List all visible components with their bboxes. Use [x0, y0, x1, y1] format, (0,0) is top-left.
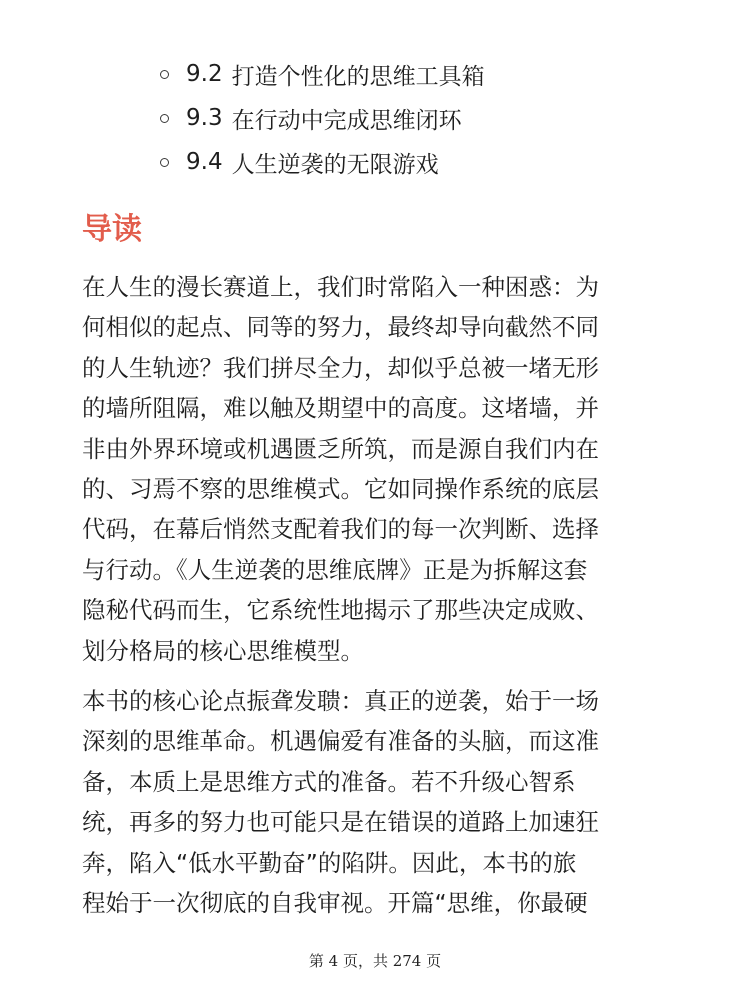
toc-item-title: 人生逆袭的无限游戏: [231, 151, 439, 178]
section-title: 导读: [82, 212, 142, 247]
toc-item[interactable]: [160, 140, 485, 184]
circle-bullet-icon: [160, 70, 169, 79]
toc-item[interactable]: [160, 52, 485, 96]
page-number-footer: 第 4 页，共 274 页: [308, 952, 442, 970]
toc-item-title: 打造个性化的思维工具箱: [231, 63, 485, 90]
toc-item-number: 9.3: [186, 105, 223, 131]
circle-bullet-icon: [160, 114, 169, 123]
toc-item-number: 9.4: [186, 149, 223, 175]
toc-item-title: 在行动中完成思维闭环: [231, 107, 462, 134]
body-paragraph: 在人生的漫长赛道上，我们时常陷入一种困惑：为 何相似的起点、同等的努力，最终却导向截然不同 的人生轨迹？我们拼尽全力，却似乎总被一堵无形 的墙所阻隔，难以触及期望中的高度。这堵墙，并 非由外界环境或机遇匮乏所筑，而是源自我们内在 的、习焉不察的思维模式。它如同操作系统的底层 代码，在幕后悄然支配着我们的每一次判断、选择 与行动。《人生逆袭的思维底牌》正是为拆解这套 隐秘代码而生，它系统性地揭示了那些决定成败、 划分格局的核心思维模型。: [82, 273, 599, 665]
circle-bullet-icon: [160, 158, 169, 167]
toc-item[interactable]: [160, 96, 485, 140]
toc-item-number: 9.2: [186, 61, 223, 87]
body-paragraph: 本书的核心论点振聋发聩：真正的逆袭，始于一场 深刻的思维革命。机遇偏爱有准备的头脑，而这准 备，本质上是思维方式的准备。若不升级心智系 统，再多的努力也可能只是在错误的道路上加速狂 奔，陷入“低水平勤奋”的陷阱。因此，本书的旅 程始于一次彻底的自我审视。开篇“思维，你最硬: [82, 687, 599, 918]
table-of-contents: [160, 52, 485, 184]
